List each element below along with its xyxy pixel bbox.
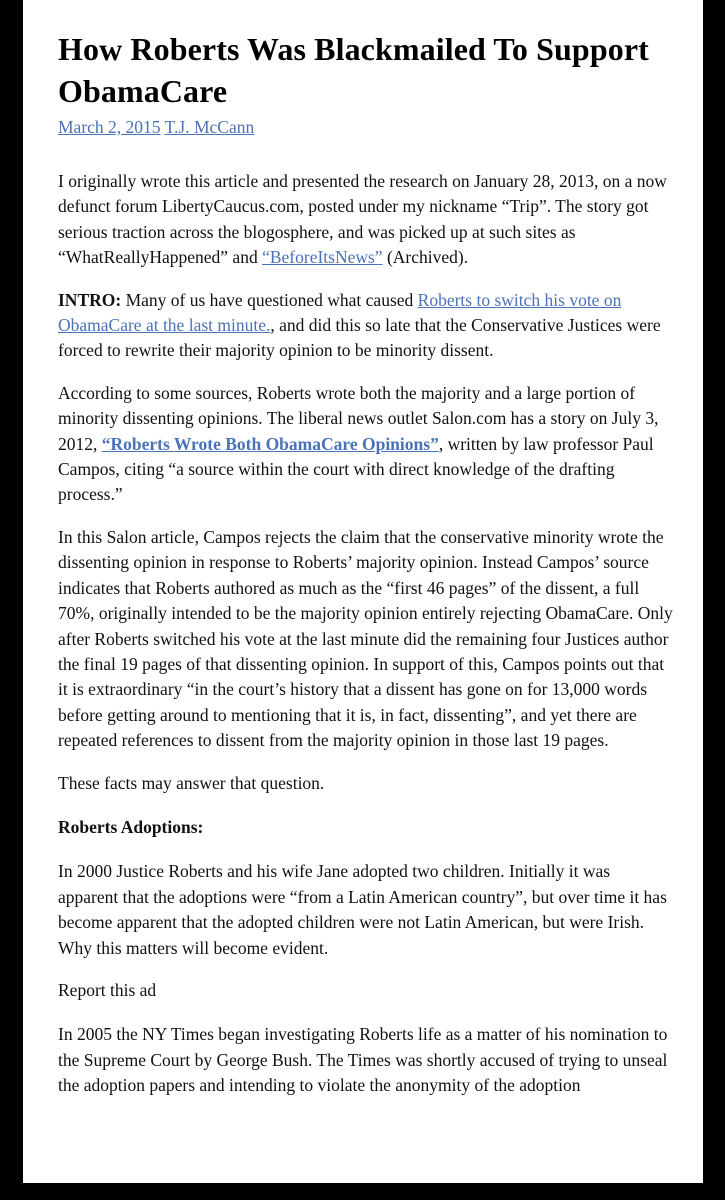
article-meta <box>58 116 673 138</box>
paragraph-intro <box>58 288 673 364</box>
intro-label: INTRO: <box>58 289 122 310</box>
paragraph-text: I originally wrote this article and presented the research on January 28, 2013, on a now defunct forum LibertyCaucus.com, posted under my nickname “Trip”. The story got serious traction across the blogosphere, and was picked up at such sites as “WhatReallyHappened” and <box>58 171 667 268</box>
section-heading-text: Roberts Adoptions: <box>58 816 204 837</box>
article-page <box>23 0 703 1183</box>
beforeitsnews-link[interactable]: “BeforeItsNews” <box>262 247 383 268</box>
article-title: How Roberts Was Blackmailed To Support ObamaCare <box>58 31 649 109</box>
paragraph-adoptions: In 2000 Justice Roberts and his wife Jane adopted two children. Initially it was apparent that the adoptions were “from a Latin American country”, but over time it has become apparent that the adopted children were not Latin American, but were Irish. Why this matters will become evident. <box>58 861 667 958</box>
section-heading-adoptions <box>58 815 673 840</box>
roberts-switch-link[interactable]: Roberts to switch his vote on ObamaCare at the last minute. <box>58 289 622 336</box>
article-date-link[interactable]: March 2, 2015 <box>58 117 161 137</box>
paragraph-text: , written by law professor Paul Campos, citing “a source within the court with direct knowledge of the drafting process.” <box>58 433 654 505</box>
paragraph-text: , and did this so late that the Conservative Justices were forced to rewrite their majority opinion to be minority dissent. <box>58 315 661 361</box>
paragraph-facts: These facts may answer that question. <box>58 772 325 793</box>
paragraph-text: Many of us have questioned what caused <box>121 289 418 310</box>
paragraph-origin <box>58 169 673 271</box>
salon-article-link[interactable]: “Roberts Wrote Both ObamaCare Opinions” <box>101 433 439 454</box>
paragraph-text: (Archived). <box>382 247 469 268</box>
paragraph-nytimes: In 2005 the NY Times began investigating Roberts life as a matter of his nomination to the Supreme Court by George Bush. The Times was shortly accused of trying to unseal the adoption papers and intending to violate the anonymity of the adoption <box>58 1024 668 1096</box>
report-ad-link[interactable]: Report this ad <box>58 979 157 1000</box>
paragraph-text: According to some sources, Roberts wrote both the majority and a large portion of minority dissenting opinions. The liberal news outlet Salon.com has a story on July 3, 2012, <box>58 382 659 454</box>
article-author-link[interactable]: T.J. McCann <box>164 117 255 137</box>
paragraph-salon: In this Salon article, Campos rejects the claim that the conservative minority wrote the dissenting opinion in response to Roberts’ majority opinion. Instead Campos’ source indicates that Roberts authored as much as the “first 46 pages” of the dissent, a full 70%, originally intended to be the majority opinion entirely rejecting ObamaCare. Only after Roberts switched his vote at the last minute did the remaining four Justices author the final 19 pages of that dissenting opinion. In support of this, Campos points out that it is extraordinary “in the court’s history that a dissent has gone on for 13,000 words before getting around to mentioning that it is, in fact, dissenting”, and yet there are repeated references to dissent from the majority opinion in those last 19 pages. <box>58 526 673 751</box>
paragraph-sources <box>58 381 673 508</box>
